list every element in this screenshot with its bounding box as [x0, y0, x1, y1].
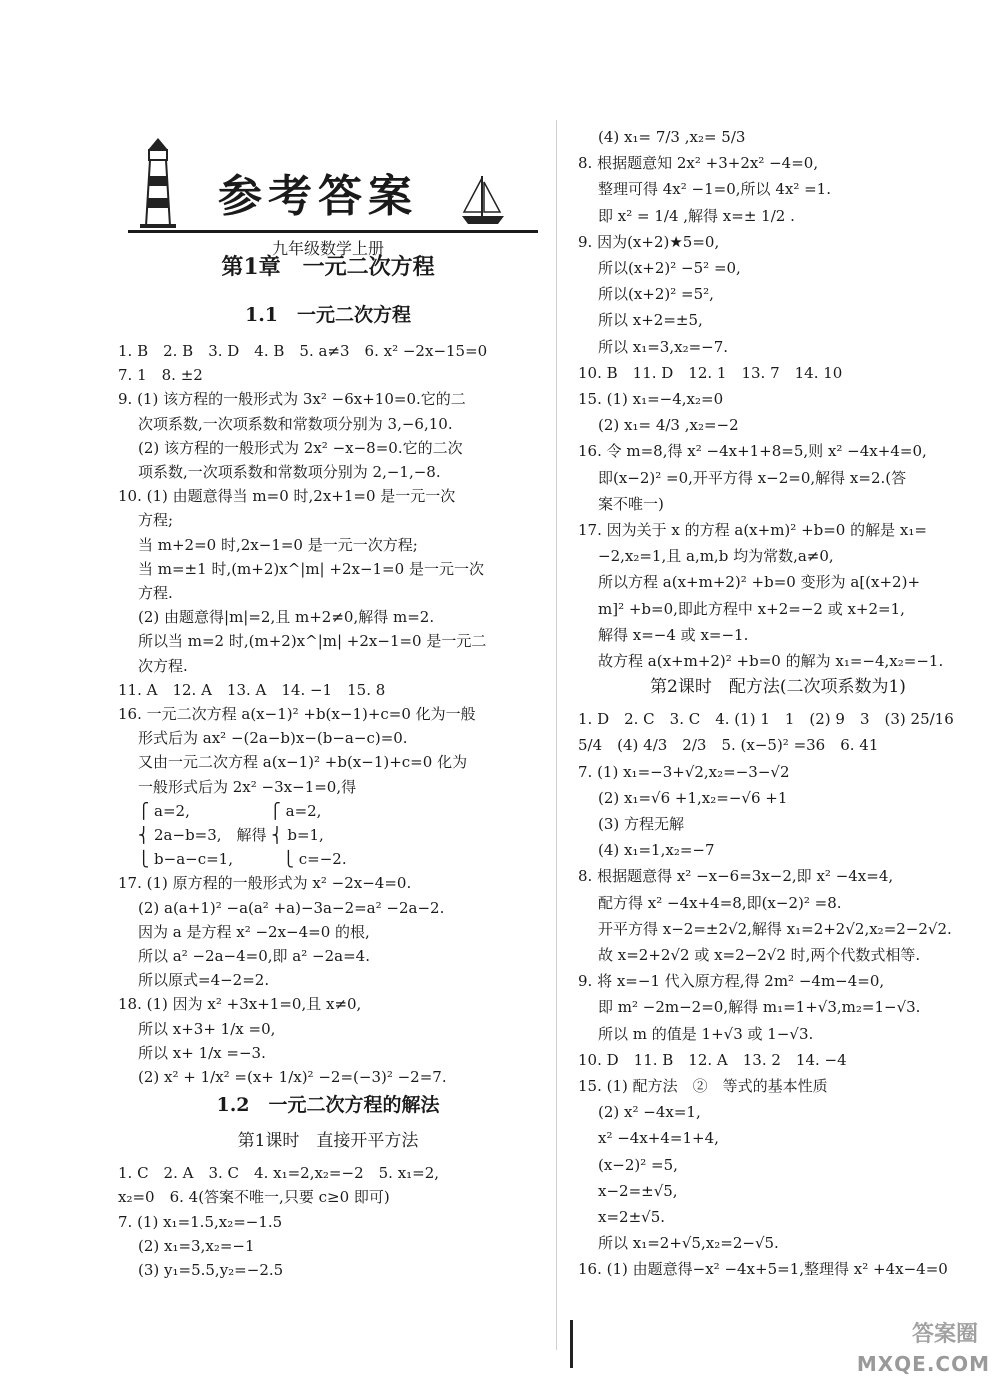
- answer-line: (x−2)² =5,: [598, 1155, 678, 1174]
- answer-line: 故 x=2+2√2 或 x=2−2√2 时,两个代数式相等.: [598, 946, 921, 964]
- answer-line: 所以 x+3+ 1/x =0,: [138, 1019, 276, 1038]
- answer-line: (2) x₁= 4/3 ,x₂=−2: [598, 416, 739, 435]
- answer-item: 10. (1) 由题意得当 m=0 时,2x+1=0 是一元一次: [118, 487, 456, 506]
- answer-item: 8. 根据题意知 2x² +3+2x² −4=0,: [578, 154, 819, 173]
- answer-line: 解得 x=−4 或 x=−1.: [598, 625, 749, 644]
- lighthouse-icon: [138, 136, 178, 228]
- answer-line: 所以 x+ 1/x =−3.: [138, 1043, 266, 1062]
- answer-item: 10. D 11. B 12. A 13. 2 14. −4: [578, 1050, 847, 1069]
- answer-item: 18. (1) 因为 x² +3x+1=0,且 x≠0,: [118, 995, 362, 1014]
- answer-line: ⎧ a=2, ⎧ a=2,: [138, 801, 322, 820]
- answer-line: ⎩ b−a−c=1, ⎩ c=−2.: [138, 850, 347, 869]
- sailboat-icon: [458, 172, 508, 228]
- answer-line: 所以 m 的值是 1+√3 或 1−√3.: [598, 1024, 814, 1043]
- answer-line: 项系数,一次项系数和常数项分别为 2,−1,−8.: [138, 463, 441, 481]
- answer-line: m]² +b=0,即此方程中 x+2=−2 或 x+2=1,: [598, 599, 905, 618]
- answer-line: 所以 a² −2a−4=0,即 a² −2a=4.: [138, 947, 370, 965]
- chapter-title: 第1章 一元二次方程: [221, 254, 435, 280]
- scan-mark: [570, 1320, 573, 1368]
- answer-line: 因为 a 是方程 x² −2x−4=0 的根,: [138, 922, 370, 941]
- answer-line: 一般形式后为 2x² −3x−1=0,得: [138, 777, 357, 796]
- answer-line: (3) y₁=5.5,y₂=−2.5: [138, 1261, 284, 1279]
- answer-line: 案不唯一): [598, 494, 664, 513]
- answer-item: 10. B 11. D 12. 1 13. 7 14. 10: [578, 363, 843, 382]
- answer-line: (2) x₁=3,x₂=−1: [138, 1236, 255, 1255]
- answer-line: 所以 x+2=±5,: [598, 311, 703, 330]
- banner-rule: [128, 230, 538, 233]
- watermark-url: MXQE.COM: [856, 1352, 990, 1376]
- answer-item: 15. (1) x₁=−4,x₂=0: [578, 390, 724, 408]
- answer-item: 15. (1) 配方法 ② 等式的基本性质: [578, 1077, 828, 1095]
- answer-item: 9. 将 x=−1 代入原方程,得 2m² −4m−4=0,: [578, 972, 885, 991]
- answer-item: 1. B 2. B 3. D 4. B 5. a≠3 6. x² −2x−15=0: [118, 342, 488, 360]
- answer-item: 17. 因为关于 x 的方程 a(x+m)² +b=0 的解是 x₁=: [578, 521, 927, 539]
- answer-item: 8. 根据题意得 x² −x−6=3x−2,即 x² −4x=4,: [578, 867, 894, 886]
- answer-line: (2) 该方程的一般形式为 2x² −x−8=0.它的二次: [138, 438, 463, 457]
- answer-line: x² −4x+4=1+4,: [598, 1129, 719, 1148]
- section-title: 1.1 一元二次方程: [244, 304, 412, 326]
- answer-item: 9. 因为(x+2)★5=0,: [578, 232, 720, 251]
- answer-item: 7. 1 8. ±2: [118, 366, 203, 385]
- answer-line: 次项系数,一次项系数和常数项分别为 3,−6,10.: [138, 414, 453, 433]
- answer-line: 方程.: [138, 584, 173, 602]
- answer-line: −2,x₂=1,且 a,m,b 均为常数,a≠0,: [598, 547, 834, 566]
- answer-line: 又由一元二次方程 a(x−1)² +b(x−1)+c=0 化为: [138, 753, 468, 772]
- answer-line: 所以 x₁=2+√5,x₂=2−√5.: [598, 1234, 779, 1253]
- answer-line: (4) x₁=1,x₂=−7: [598, 841, 715, 860]
- answer-line: 即 m² −2m−2=0,解得 m₁=1+√3,m₂=1−√3.: [598, 998, 921, 1017]
- answer-item: 1. C 2. A 3. C 4. x₁=2,x₂=−2 5. x₁=2,: [118, 1164, 440, 1183]
- lesson-title: 第1课时 直接开平方法: [237, 1131, 419, 1152]
- page-title: 参考答案: [218, 171, 418, 222]
- answer-item: 9. (1) 该方程的一般形式为 3x² −6x+10=0.它的二: [118, 390, 466, 409]
- answer-item: 16. (1) 由题意得−x² −4x+5=1,整理得 x² +4x−4=0: [578, 1260, 948, 1279]
- answer-line: 方程;: [138, 511, 174, 530]
- answer-item: 16. 一元二次方程 a(x−1)² +b(x−1)+c=0 化为一般: [118, 705, 476, 723]
- answer-item: 5/4 (4) 4/3 2/3 5. (x−5)² =36 6. 41: [578, 736, 879, 755]
- watermark-logo: 答案圈: [911, 1322, 978, 1347]
- answer-line: 所以(x+2)² −5² =0,: [598, 259, 741, 277]
- page-subtitle: 九年级数学上册: [271, 239, 384, 258]
- answer-line: ⎨ 2a−b=3, 解得 ⎨ b=1,: [138, 826, 324, 844]
- answer-line: (2) x₁=√6 +1,x₂=−√6 +1: [598, 788, 788, 807]
- answer-line: 即 x² = 1/4 ,解得 x=± 1/2 .: [598, 206, 795, 225]
- lesson-title: 第2课时 配方法(二次项系数为1): [650, 677, 906, 698]
- answer-item: x₂=0 6. 4(答案不唯一,只要 c≥0 即可): [118, 1188, 390, 1207]
- answer-line: 即(x−2)² =0,开平方得 x−2=0,解得 x=2.(答: [598, 468, 907, 487]
- answer-line: 配方得 x² −4x+4=8,即(x−2)² =8.: [598, 893, 842, 912]
- answer-line: (4) x₁= 7/3 ,x₂= 5/3: [598, 128, 746, 146]
- answer-line: x−2=±√5,: [598, 1181, 678, 1200]
- answer-line: 所以当 m=2 时,(m+2)x^|m| +2x−1=0 是一元二: [138, 632, 487, 651]
- column-divider: [556, 120, 557, 1350]
- answer-item: 11. A 12. A 13. A 14. −1 15. 8: [118, 680, 386, 699]
- answer-line: 所以原式=4−2=2.: [138, 971, 270, 990]
- answer-line: 当 m=±1 时,(m+2)x^|m| +2x−1=0 是一元一次: [138, 559, 484, 578]
- answer-line: x=2±√5.: [598, 1208, 666, 1226]
- answer-line: 所以(x+2)² =5²,: [598, 285, 714, 304]
- answer-line: 当 m+2=0 时,2x−1=0 是一元一次方程;: [138, 535, 418, 554]
- answer-line: 开平方得 x−2=±2√2,解得 x₁=2+2√2,x₂=2−2√2.: [598, 919, 952, 938]
- answer-line: (2) 由题意得|m|=2,且 m+2≠0,解得 m=2.: [138, 608, 435, 627]
- answer-line: 所以方程 a(x+m+2)² +b=0 变形为 a[(x+2)+: [598, 573, 921, 592]
- answer-line: 故方程 a(x+m+2)² +b=0 的解为 x₁=−4,x₂=−1.: [598, 652, 944, 670]
- answer-item: 16. 令 m=8,得 x² −4x+1+8=5,则 x² −4x+4=0,: [578, 442, 927, 461]
- answer-line: (3) 方程无解: [598, 815, 685, 833]
- answer-line: 所以 x₁=3,x₂=−7.: [598, 337, 729, 356]
- section-title: 1.2 一元二次方程的解法: [216, 1094, 440, 1117]
- answer-line: 形式后为 ax² −(2a−b)x−(b−a−c)=0.: [138, 729, 408, 748]
- answer-item: 17. (1) 原方程的一般形式为 x² −2x−4=0.: [118, 874, 412, 893]
- answer-line: 次方程.: [138, 656, 188, 675]
- answer-line: 整理可得 4x² −1=0,所以 4x² =1.: [598, 180, 831, 199]
- answer-line: (2) x² −4x=1,: [598, 1103, 701, 1122]
- answer-item: 1. D 2. C 3. C 4. (1) 1 1 (2) 9 3 (3) 25/16: [578, 710, 954, 729]
- answer-item: 7. (1) x₁=1.5,x₂=−1.5: [118, 1212, 283, 1231]
- answer-line: (2) a(a+1)² −a(a² +a)−3a−2=a² −2a−2.: [138, 898, 445, 917]
- answer-item: 7. (1) x₁=−3+√2,x₂=−3−√2: [578, 762, 790, 781]
- answer-line: (2) x² + 1/x² =(x+ 1/x)² −2=(−3)² −2=7.: [138, 1068, 447, 1086]
- answer-banner: [118, 120, 538, 258]
